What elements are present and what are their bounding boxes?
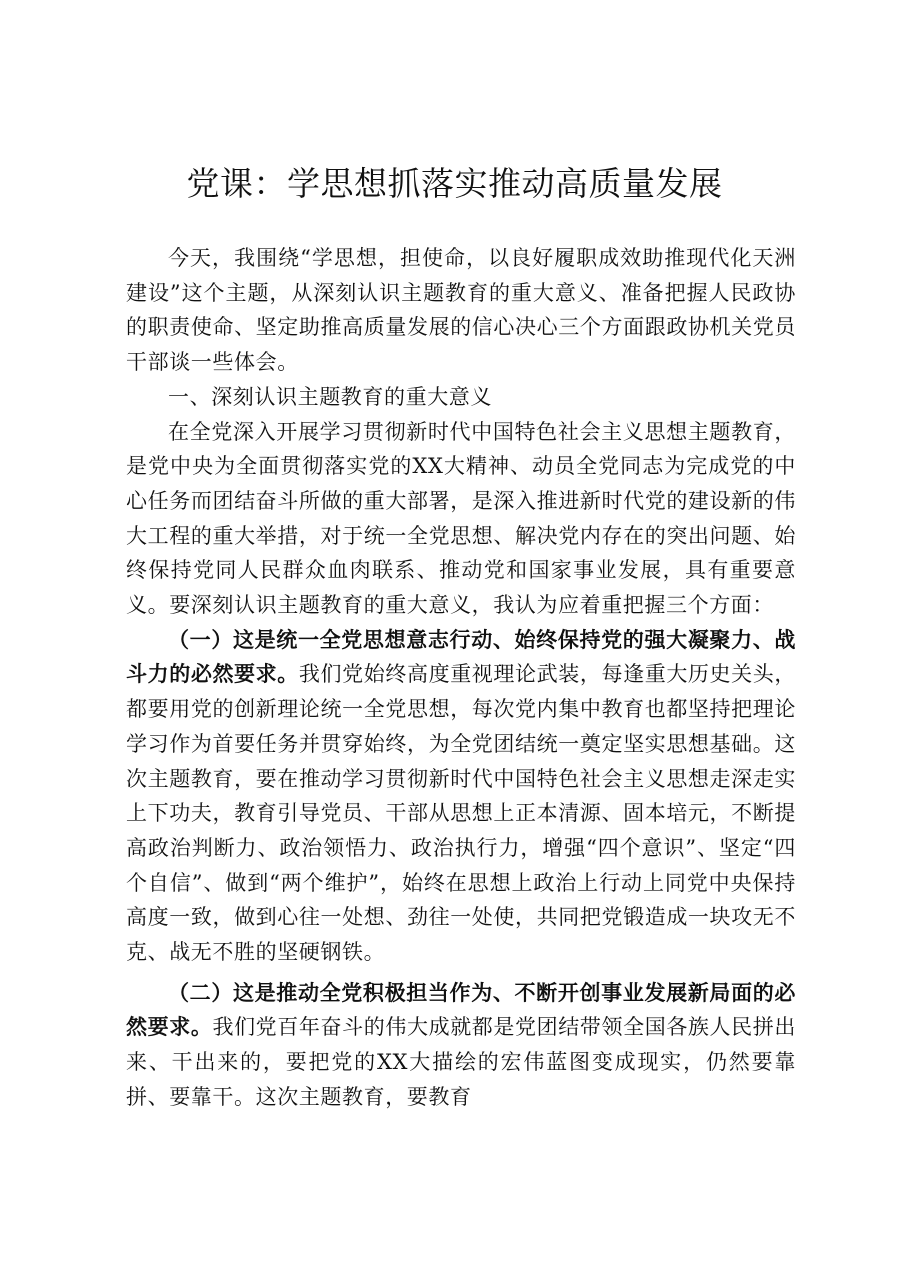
point-text-1: 我们党始终高度重视理论武装，每逢重大历史关头，都要用党的创新理论统一全党思想，每次党内集中教育也都坚持把理论学习作为首要任务并贯穿始终，为全党团结统一奠定坚实思想基础。这次主题教育，要在推动学习贯彻新时代中国特色社会主义思想走深走实上下功夫，教育引导党员、干部从思想上正本清源、固本培元，不断提高政治判断力、政治领悟力、政治执行力，增强“四个意识”、坚定“四个自信”、做到“两个维护”，始终在思想上政治上行动上同党中央保持高度一致，做到心往一处想、劲往一处使，共同把党锻造成一块攻无不克、战无不胜的坚硬钢铁。 bbox=[126, 662, 796, 965]
section-heading: 一、深刻认识主题教育的重大意义 bbox=[168, 384, 492, 409]
point-paragraph-1 bbox=[126, 623, 796, 970]
section-body-paragraph: 在全党深入开展学习贯彻新时代中国特色社会主义思想主题教育，是党中央为全面贯彻落实党的XX大精神、动员全党同志为完成党的中心任务而团结奋斗所做的重大部署，是深入推进新时代党的建设新的伟大工程的重大举措，对于统一全党思想、解决党内存在的突出问题、始终保持党同人民群众血肉联系、推动党和国家事业发展，具有重要意义。要深刻认识主题教育的重大意义，我认为应着重把握三个方面： bbox=[126, 419, 796, 618]
point-paragraph-2 bbox=[126, 976, 796, 1115]
point-lead-1: （一）这是统一全党思想意志行动、始终保持党的强大凝聚力、战斗力的必然要求。 bbox=[126, 626, 796, 687]
intro-paragraph: 今天，我围绕“学思想，担使命，以良好履职成效助推现代化天洲建设”这个主题，从深刻认识主题教育的重大意义、准备把握人民政协的职责使命、坚定助推高质量发展的信心决心三个方面跟政协机关党员干部谈一些体会。 bbox=[126, 246, 796, 375]
point-text-2: 我们党百年奋斗的伟大成就都是党团结带领全国各族人民拼出来、干出来的，要把党的XX大描绘的宏伟蓝图变成现实，仍然要靠拼、要靠干。这次主题教育，要教育 bbox=[126, 1015, 796, 1109]
document-body bbox=[126, 241, 796, 1115]
document-title: 党课：学思想抓落实推动高质量发展 bbox=[186, 164, 723, 203]
point-lead-2: （二）这是推动全党积极担当作为、不断开创事业发展新局面的必然要求。 bbox=[126, 979, 796, 1040]
